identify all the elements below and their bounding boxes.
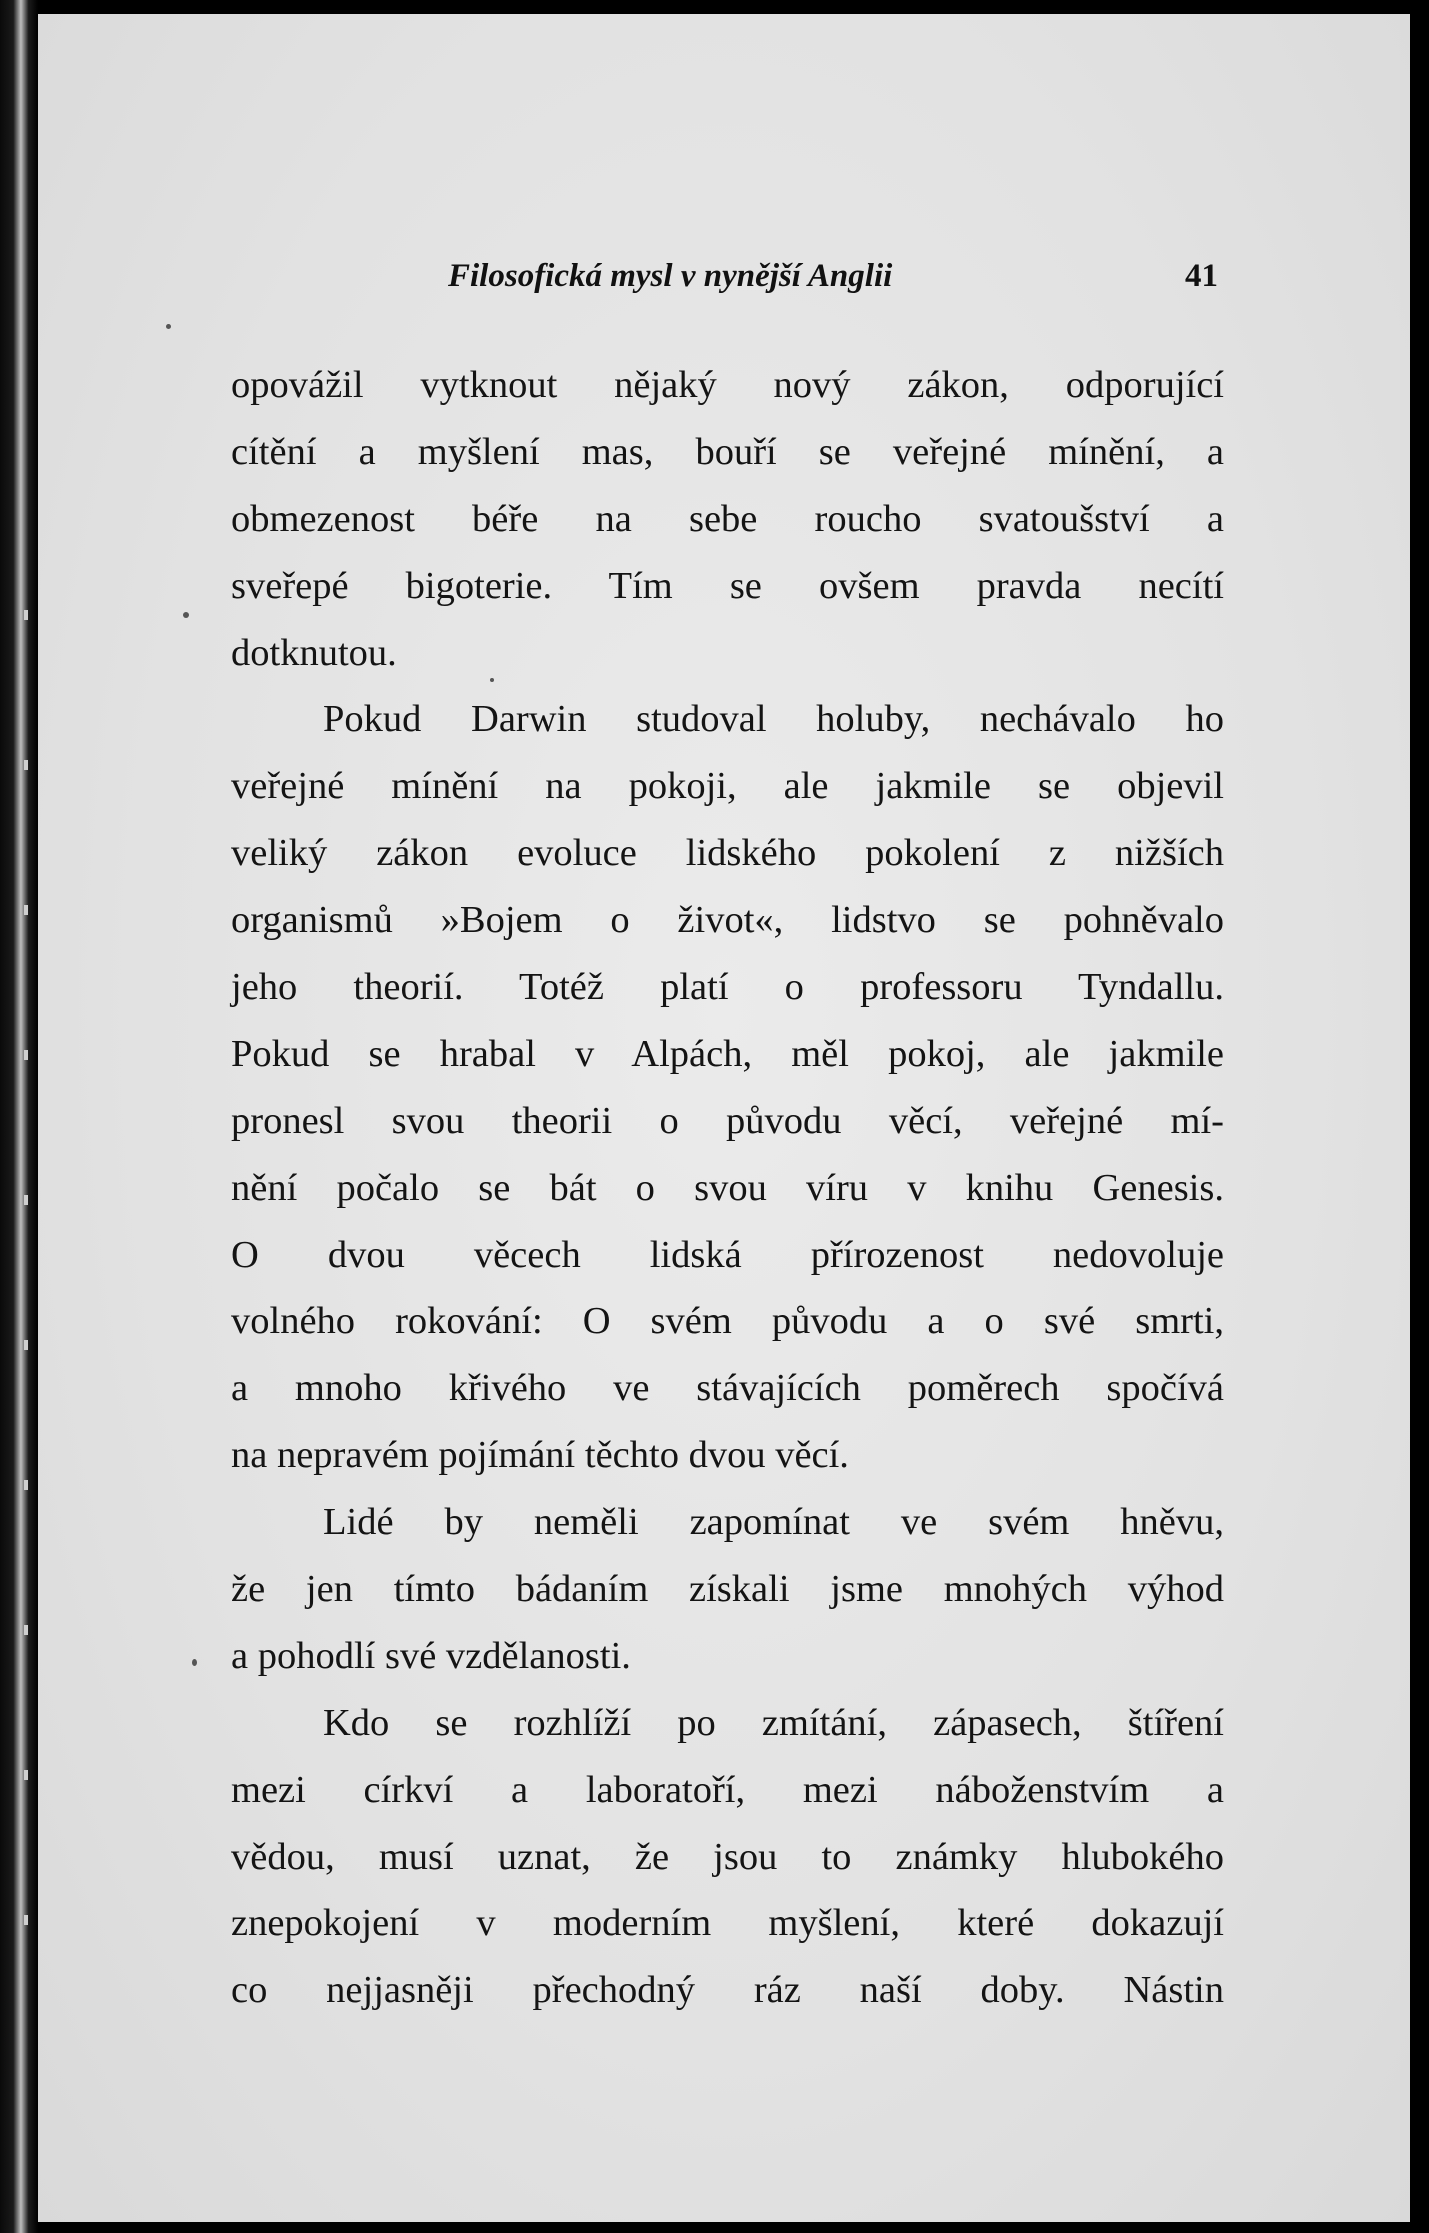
spine-mark	[24, 1915, 28, 1925]
spine-mark	[24, 1770, 28, 1780]
text-line: Lidé by neměli zapomínat ve svém hněvu,	[323, 1501, 1224, 1544]
paper-speck	[183, 612, 189, 618]
text-line: dotknutou.	[231, 631, 397, 674]
text-line: a mnoho křivého ve stávajících poměrech spočívá	[231, 1367, 1224, 1410]
paragraph	[231, 686, 1224, 1489]
paragraph	[231, 352, 1224, 686]
running-header	[448, 258, 1218, 308]
page-number: 41	[1185, 258, 1218, 294]
paragraph	[231, 1690, 1224, 2024]
text-line: O dvou věcech lidská přírozenost nedovoluje	[231, 1233, 1224, 1276]
text-line: že jen tímto bádaním získali jsme mnohých výhod	[231, 1568, 1224, 1611]
text-line: veřejné mínění na pokoji, ale jakmile se objevil	[231, 765, 1224, 808]
text-line: a pohodlí své vzdělanosti.	[231, 1634, 631, 1677]
book-spine-edge	[0, 0, 38, 2233]
text-line: opovážil vytknout nějaký nový zákon, odporující	[231, 364, 1224, 406]
text-line: nění počalo se bát o svou víru v knihu Genesis.	[231, 1166, 1224, 1209]
text-line: Pokud Darwin studoval holuby, nechávalo ho	[323, 698, 1224, 741]
spine-mark	[24, 1480, 28, 1490]
spine-mark	[24, 1625, 28, 1635]
paper-speck	[192, 1659, 197, 1666]
text-line: obmezenost béře na sebe roucho svatoušství a	[231, 497, 1224, 540]
text-line: mezi církví a laboratoří, mezi náboženstvím a	[231, 1768, 1224, 1811]
text-line: znepokojení v moderním myšlení, které dokazují	[231, 1902, 1224, 1945]
paragraph	[231, 1489, 1224, 1690]
text-line: co nejjasněji přechodný ráz naší doby. Nástin	[231, 1969, 1224, 2012]
text-line: pronesl svou theorii o původu věcí, veřejné mí-	[231, 1099, 1224, 1142]
text-line: volného rokování: O svém původu a o své smrti,	[231, 1300, 1224, 1343]
spine-mark	[24, 1340, 28, 1350]
paper-speck	[166, 324, 171, 329]
text-line: Pokud se hrabal v Alpách, měl pokoj, ale jakmile	[231, 1032, 1224, 1075]
text-line: sveřepé bigoterie. Tím se ovšem pravda necítí	[231, 564, 1224, 607]
text-line: veliký zákon evoluce lidského pokolení z nižších	[231, 832, 1224, 875]
text-line: organismů »Bojem o život«, lidstvo se pohněvalo	[231, 899, 1224, 942]
text-line: cítění a myšlení mas, bouří se veřejné mínění, a	[231, 430, 1224, 473]
spine-mark	[24, 610, 28, 620]
spine-mark	[24, 905, 28, 915]
body-text	[231, 352, 1224, 2024]
spine-mark	[24, 760, 28, 770]
spine-mark	[24, 1050, 28, 1060]
text-line: jeho theorií. Totéž platí o professoru Tyndallu.	[231, 966, 1224, 1009]
text-line: na nepravém pojímání těchto dvou věcí.	[231, 1434, 849, 1477]
text-line: Kdo se rozhlíží po zmítání, zápasech, štíření	[323, 1701, 1224, 1744]
running-title: Filosofická mysl v nynější Anglii	[448, 258, 893, 294]
text-line: vědou, musí uznat, že jsou to známky hlubokého	[231, 1835, 1224, 1878]
spine-mark	[24, 1195, 28, 1205]
